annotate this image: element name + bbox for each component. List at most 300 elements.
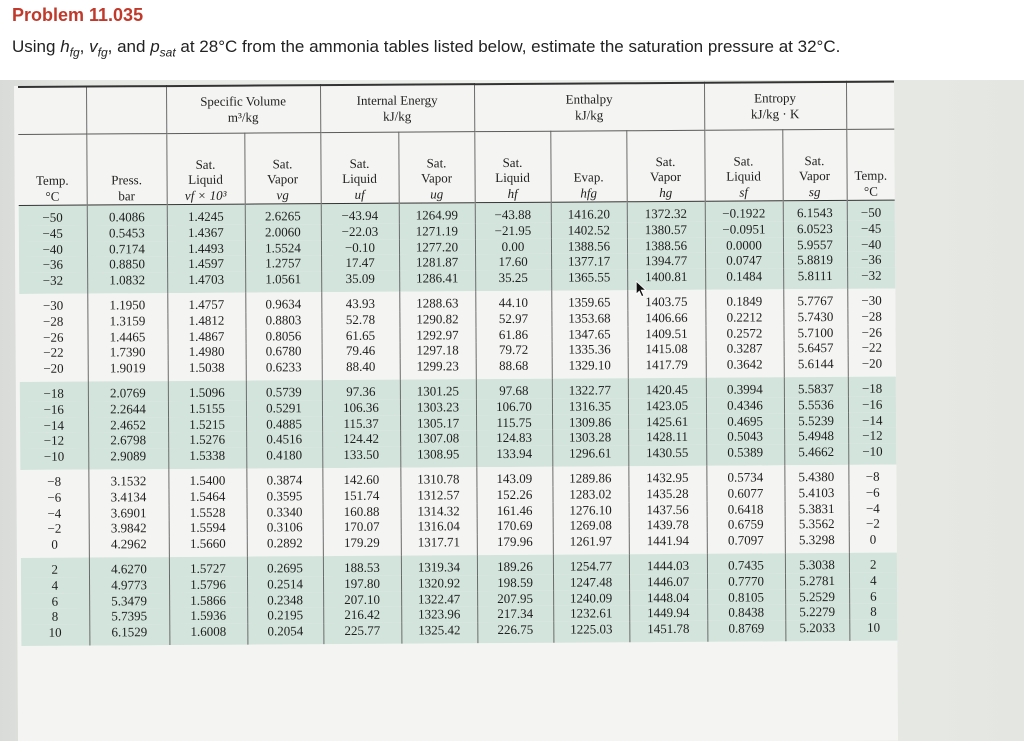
table-cell: 79.46 — [322, 343, 400, 359]
table-cell: 0.7770 — [707, 573, 785, 589]
table-cell: −18 — [848, 377, 896, 397]
table-cell: 0.2054 — [247, 623, 323, 644]
table-cell: 1323.96 — [401, 607, 477, 623]
table-cell: 1446.07 — [629, 574, 707, 590]
table-cell: 2.6265 — [245, 204, 321, 225]
table-cell: 189.26 — [477, 555, 553, 575]
table-cell: 1322.47 — [401, 591, 477, 607]
table-cell: 1299.23 — [400, 358, 476, 379]
table-cell: 4.2962 — [89, 536, 169, 557]
table-cell: 1.0561 — [245, 271, 321, 292]
table-cell: −30 — [19, 294, 87, 314]
table-cell: 1.5096 — [168, 381, 246, 401]
table-cell: 5.3038 — [785, 553, 849, 573]
table-cell: −28 — [19, 313, 87, 329]
table-cell: 3.9842 — [89, 520, 169, 536]
table-cell: 10 — [849, 620, 897, 641]
table-cell: 6.0523 — [783, 221, 847, 237]
column-header-row — [18, 129, 894, 205]
table-cell: 1448.04 — [629, 589, 707, 605]
table-cell: 0.2572 — [705, 325, 783, 341]
table-cell: −10 — [20, 449, 88, 470]
table-cell: 5.6457 — [784, 340, 848, 356]
table-cell: −26 — [19, 329, 87, 345]
table-cell: 207.95 — [477, 590, 553, 606]
table-cell: 1353.68 — [551, 310, 627, 326]
table-cell: 1.7390 — [88, 344, 168, 360]
table-cell: −22 — [20, 345, 88, 361]
table-cell: 1432.95 — [628, 466, 706, 486]
table-cell: 97.68 — [476, 379, 552, 399]
table-cell: 1261.97 — [553, 533, 629, 554]
table-cell: 1.5276 — [168, 432, 246, 448]
table-cell: 1.4245 — [167, 204, 245, 225]
table-cell: 1.4757 — [167, 293, 245, 313]
table-cell: 2.2644 — [88, 401, 168, 417]
table-cell: 1271.19 — [399, 223, 475, 239]
table-cell: 1320.92 — [401, 575, 477, 591]
table-cell: 1.4812 — [167, 312, 245, 328]
table-cell: 1312.57 — [400, 487, 476, 503]
table-cell: 1417.79 — [628, 357, 706, 378]
table-cell: 124.42 — [322, 431, 400, 447]
table-cell: 43.93 — [321, 292, 399, 312]
table-cell: 1308.95 — [400, 446, 476, 467]
problem-statement: Using $h_{fg}$, $v_{fg}$, and $p_{sat}$ at 28°C from the ammonia tables listed below, estimate the saturation pressure at 32°C. — [12, 37, 841, 60]
table-cell: 0.7097 — [707, 532, 785, 553]
table-cell: −16 — [848, 396, 896, 412]
table-cell: 1.5400 — [168, 469, 246, 489]
table-cell: 2.0769 — [88, 381, 168, 401]
table-cell: 1.5524 — [245, 240, 321, 256]
table-cell: 97.36 — [322, 380, 400, 400]
table-cell: 0.8850 — [87, 256, 167, 272]
table-cell: 5.2033 — [785, 620, 849, 641]
table-cell: 1437.56 — [629, 501, 707, 517]
table-cell: 1.5464 — [168, 488, 246, 504]
table-cell: −40 — [19, 241, 87, 257]
table-cell: 61.65 — [321, 327, 399, 343]
table-cell: 0.4695 — [706, 413, 784, 429]
table-cell: 5.3298 — [785, 532, 849, 553]
table-cell: 1.5866 — [169, 592, 247, 608]
table-cell: 1277.20 — [399, 239, 475, 255]
table-cell: 106.36 — [322, 399, 400, 415]
table-cell: −12 — [20, 433, 88, 449]
table-cell: −43.94 — [321, 203, 399, 224]
table-cell: 1449.94 — [629, 605, 707, 621]
table-cell: 1.5936 — [169, 608, 247, 624]
table-cell: 161.46 — [477, 502, 553, 518]
table-cell: 5.7767 — [783, 289, 847, 309]
table-cell: 0.8438 — [707, 605, 785, 621]
table-cell: 5.7395 — [89, 608, 169, 624]
table-cell: 1.4597 — [167, 256, 245, 272]
table-cell: 0.3106 — [247, 519, 323, 535]
table-cell: 1310.78 — [400, 467, 476, 487]
problem-header — [0, 0, 1024, 80]
table-cell: 1420.45 — [628, 378, 706, 398]
table-block — [19, 200, 896, 294]
table-cell: 1316.35 — [552, 398, 628, 414]
table-cell: 1.0832 — [87, 272, 167, 293]
table-cell: −12 — [848, 428, 896, 444]
table-cell: 1.5660 — [169, 536, 247, 557]
table-cell: 0.5734 — [706, 465, 784, 485]
table-cell: 133.50 — [322, 447, 400, 468]
col-hfg: Evap. hfg — [550, 131, 626, 202]
table-cell: 4.6270 — [89, 557, 169, 577]
table-cell: 1.5796 — [169, 576, 247, 592]
table-cell: 198.59 — [477, 574, 553, 590]
col-temp-right: Temp. °C — [846, 129, 894, 200]
table-cell: 188.53 — [323, 556, 401, 576]
table-cell: 0.6077 — [706, 485, 784, 501]
table-cell: 5.2781 — [785, 573, 849, 589]
table-cell: 1329.10 — [552, 357, 628, 378]
col-temp: Temp. °C — [35, 173, 69, 205]
table-cell: 1365.55 — [551, 269, 627, 290]
table-row — [21, 620, 897, 646]
table-cell: 6 — [849, 588, 897, 604]
table-cell: 0.4346 — [706, 397, 784, 413]
table-cell: −43.88 — [475, 202, 551, 223]
table-cell: 0.0000 — [705, 237, 783, 253]
table-cell: 5.9557 — [783, 237, 847, 253]
table-cell: 0.5291 — [246, 400, 322, 416]
table-cell: 1316.04 — [401, 519, 477, 535]
table-cell: 1297.18 — [400, 343, 476, 359]
table-cell: 1322.77 — [552, 378, 628, 398]
table-cell: 1415.08 — [628, 341, 706, 357]
table-cell: 0.8769 — [707, 620, 785, 641]
table-cell: 179.29 — [323, 535, 401, 556]
table-cell: −40 — [847, 236, 895, 252]
table-cell: 1289.86 — [552, 466, 628, 486]
table-cell: 1441.94 — [629, 533, 707, 554]
table-cell: 1232.61 — [553, 606, 629, 622]
table-block — [20, 377, 897, 470]
table-cell: 0.6418 — [707, 501, 785, 517]
table-cell: 0.6233 — [246, 359, 322, 380]
table-cell: 197.80 — [323, 575, 401, 591]
table-cell: 1416.20 — [551, 202, 627, 223]
table-cell: 6 — [21, 593, 89, 609]
table-cell: 1309.86 — [552, 414, 628, 430]
table-cell: 143.09 — [476, 467, 552, 487]
table-cell: −0.10 — [321, 239, 399, 255]
table-cell: 1402.52 — [551, 222, 627, 238]
table-cell: 0.9634 — [245, 292, 321, 312]
table-cell: 52.97 — [475, 311, 551, 327]
table-cell: 0.5739 — [246, 380, 322, 400]
table-cell: 1451.78 — [629, 621, 707, 642]
table-cell: 8 — [849, 604, 897, 620]
table-cell: 0.5043 — [706, 429, 784, 445]
table-cell: 1276.10 — [553, 502, 629, 518]
table-cell: 0.3287 — [706, 341, 784, 357]
table-cell: −8 — [848, 465, 896, 485]
table-cell: 5.7430 — [783, 309, 847, 325]
table-cell: 61.86 — [475, 326, 551, 342]
table-cell: 1380.57 — [627, 222, 705, 238]
table-cell: 2.6798 — [88, 432, 168, 448]
table-cell: 5.5239 — [784, 412, 848, 428]
col-vg: Sat. Vapor vg — [244, 133, 320, 204]
table-cell: 1335.36 — [552, 342, 628, 358]
table-photo — [0, 80, 1024, 741]
table-cell: 1292.97 — [399, 327, 475, 343]
table-cell: −20 — [20, 361, 88, 382]
table-cell: 1.4980 — [168, 344, 246, 360]
group-entropy: Entropy kJ/kg · K — [704, 82, 846, 130]
table-cell: 3.4134 — [88, 489, 168, 505]
table-cell: 35.25 — [475, 270, 551, 291]
table-cell: 1423.05 — [628, 398, 706, 414]
table-block — [21, 553, 898, 646]
table-cell: 1225.03 — [553, 621, 629, 642]
table-cell: 1430.55 — [628, 445, 706, 466]
table-cell: 2.9089 — [88, 448, 168, 469]
table-cell: 1283.02 — [552, 486, 628, 502]
statement-post: at 28°C from the ammonia tables listed below, estimate the saturation pressure at 32°C. — [175, 37, 841, 56]
table-cell: −32 — [847, 268, 895, 289]
table-cell: 1314.32 — [401, 503, 477, 519]
table-cell: −36 — [847, 252, 895, 268]
table-cell: 4 — [849, 572, 897, 588]
table-cell: 0.8105 — [707, 589, 785, 605]
table-cell: 52.78 — [321, 311, 399, 327]
table-cell: 5.3831 — [785, 500, 849, 516]
table-cell: 1.5155 — [168, 400, 246, 416]
table-cell: 0.6780 — [246, 344, 322, 360]
table-cell: 1325.42 — [401, 622, 477, 643]
table-cell: 0.6759 — [707, 517, 785, 533]
table-cell: 226.75 — [477, 622, 553, 643]
table-cell: 0.7435 — [707, 553, 785, 573]
table-cell: −30 — [847, 289, 895, 309]
table-cell: 0.2195 — [247, 607, 323, 623]
table-cell: 1347.65 — [551, 326, 627, 342]
table-cell: 1428.11 — [628, 429, 706, 445]
table-cell: 170.07 — [323, 519, 401, 535]
table-cell: −10 — [848, 444, 896, 465]
table-cell: 216.42 — [323, 607, 401, 623]
ammonia-saturation-table — [18, 81, 897, 646]
table-cell: 1240.09 — [553, 590, 629, 606]
table-cell: 179.96 — [477, 534, 553, 555]
group-specific-volume: Specific Volume m³/kg — [166, 85, 320, 133]
table-cell: −4 — [21, 505, 89, 521]
table-cell: 142.60 — [322, 468, 400, 488]
table-cell: 1301.25 — [400, 379, 476, 399]
table-cell: −32 — [19, 273, 87, 294]
table-cell: 5.8111 — [783, 268, 847, 289]
table-cell: 0.2892 — [247, 535, 323, 556]
col-press: Press. bar — [86, 134, 166, 205]
table-cell: 0.3642 — [706, 356, 784, 377]
table-cell: −16 — [20, 401, 88, 417]
table-cell: −0.0951 — [705, 221, 783, 237]
table-cell: 1372.32 — [627, 201, 705, 222]
table-cell: 1281.87 — [399, 255, 475, 271]
table-cell: 1444.03 — [629, 554, 707, 574]
table-cell: 1317.71 — [401, 534, 477, 555]
table-cell: 0.8056 — [245, 328, 321, 344]
table-cell: 1435.28 — [628, 486, 706, 502]
table-cell: 1.2757 — [245, 256, 321, 272]
table-cell: 0.1849 — [705, 289, 783, 309]
table-cell: 0.2695 — [247, 556, 323, 576]
table-cell: −22 — [848, 340, 896, 356]
table-cell: 5.7100 — [783, 324, 847, 340]
table-cell: −45 — [847, 220, 895, 236]
table-cell: 1254.77 — [553, 554, 629, 574]
table-cell: 0.5389 — [706, 444, 784, 465]
table-cell: 79.72 — [476, 342, 552, 358]
table-cell: −50 — [19, 205, 87, 226]
table-cell: 217.34 — [477, 606, 553, 622]
table-cell: 1.1950 — [87, 293, 167, 313]
table-cell: −26 — [847, 324, 895, 340]
table-cell: 0.8803 — [245, 312, 321, 328]
mouse-pointer-icon — [635, 280, 647, 298]
group-internal-energy: Internal Energy kJ/kg — [320, 84, 474, 132]
table-cell: 5.3479 — [89, 593, 169, 609]
col-sg: Sat. Vapor sg — [782, 129, 846, 200]
problem-title: Problem 11.035 — [12, 5, 144, 25]
table-cell: 5.6144 — [784, 356, 848, 377]
table-block — [19, 289, 896, 382]
table-cell: 2 — [849, 553, 897, 573]
table-cell: 1.5338 — [168, 448, 246, 469]
table-cell: 1307.08 — [400, 431, 476, 447]
table-cell: 0.4516 — [246, 431, 322, 447]
table-cell: −4 — [849, 500, 897, 516]
table-cell: 2.0060 — [245, 224, 321, 240]
table-cell: 106.70 — [476, 398, 552, 414]
table-cell: −6 — [20, 489, 88, 505]
table-cell: 10 — [21, 625, 89, 646]
table-cell: 17.60 — [475, 254, 551, 270]
table-cell: 4 — [21, 577, 89, 593]
table-cell: 0.3874 — [246, 468, 322, 488]
table-cell: 0 — [849, 532, 897, 553]
group-header-row — [18, 82, 894, 135]
table-cell: −2 — [849, 516, 897, 532]
table-cell: 1.4703 — [167, 272, 245, 293]
table-cell: 1.9019 — [88, 360, 168, 381]
table-cell: 0.2348 — [247, 592, 323, 608]
table-cell: 1.4867 — [167, 328, 245, 344]
table-cell: 1.4367 — [167, 224, 245, 240]
table-cell: −0.1922 — [705, 201, 783, 222]
table-cell: −22.03 — [321, 223, 399, 239]
col-sf: Sat. Liquid sf — [704, 130, 782, 201]
table-cell: 1394.77 — [627, 253, 705, 269]
group-enthalpy: Enthalpy kJ/kg — [474, 83, 704, 132]
table-cell: 1288.63 — [399, 291, 475, 311]
table-cell: −36 — [19, 257, 87, 273]
table-cell: 1303.28 — [552, 430, 628, 446]
table-cell: 0.3994 — [706, 377, 784, 397]
table-cell: 5.4662 — [784, 444, 848, 465]
table-cell: −14 — [20, 417, 88, 433]
table-cell: 0.00 — [475, 238, 551, 254]
table-cell: −20 — [848, 356, 896, 377]
table-cell: 1.5528 — [169, 504, 247, 520]
hfg-symbol: $h_{fg}$ — [60, 37, 80, 60]
table-cell: −14 — [848, 412, 896, 428]
table-cell: 0.2212 — [705, 309, 783, 325]
table-cell: 8 — [21, 609, 89, 625]
table-cell: 1.5727 — [169, 557, 247, 577]
table-cell: 88.40 — [322, 359, 400, 380]
table-cell: 0.2514 — [247, 576, 323, 592]
table-cell: 115.75 — [476, 414, 552, 430]
table-cell: 1400.81 — [627, 269, 705, 290]
table-cell: 0.1484 — [705, 268, 783, 289]
table-cell: 115.37 — [322, 415, 400, 431]
table-cell: 1.5215 — [168, 416, 246, 432]
table-cell: −50 — [847, 200, 895, 221]
ammonia-table-sheet — [14, 81, 898, 741]
table-cell: −6 — [848, 484, 896, 500]
vfg-symbol: $v_{fg}$ — [89, 37, 108, 60]
table-cell: 3.6901 — [89, 505, 169, 521]
table-cell: −18 — [20, 382, 88, 402]
table-cell: 0.7174 — [87, 241, 167, 257]
table-cell: 5.5536 — [784, 397, 848, 413]
table-cell: 1247.48 — [553, 574, 629, 590]
table-cell: 17.47 — [321, 255, 399, 271]
table-cell: 1425.61 — [628, 413, 706, 429]
table-cell: 1388.56 — [551, 238, 627, 254]
table-cell: 1.5038 — [168, 360, 246, 381]
table-cell: 88.68 — [476, 358, 552, 379]
table-cell: −45 — [19, 225, 87, 241]
table-cell: −2 — [21, 521, 89, 537]
table-cell: 5.2529 — [785, 588, 849, 604]
table-cell: 1296.61 — [552, 445, 628, 466]
col-hg: Sat. Vapor hg — [626, 130, 704, 201]
table-cell: 44.10 — [475, 291, 551, 311]
col-ug: Sat. Vapor ug — [398, 132, 474, 203]
col-uf: Sat. Liquid uf — [320, 132, 398, 203]
statement-pre: Using — [12, 37, 61, 56]
table-cell: 1303.23 — [400, 399, 476, 415]
table-cell: 160.88 — [323, 503, 401, 519]
table-cell: 0.4885 — [246, 416, 322, 432]
table-cell: 0 — [21, 537, 89, 558]
table-cell: 2 — [21, 557, 89, 577]
table-cell: 5.4380 — [784, 465, 848, 485]
table-cell: 2.4652 — [88, 417, 168, 433]
table-cell: −28 — [847, 308, 895, 324]
table-cell: 1403.75 — [627, 290, 705, 310]
table-cell: 1409.51 — [627, 325, 705, 341]
table-cell: 0.3595 — [246, 488, 322, 504]
table-cell: 1264.99 — [399, 203, 475, 224]
table-cell: 6.1543 — [783, 200, 847, 221]
table-cell: 0.4180 — [246, 447, 322, 468]
col-hf: Sat. Liquid hf — [474, 131, 550, 202]
table-cell: 1286.41 — [399, 270, 475, 291]
table-cell: 1.4493 — [167, 240, 245, 256]
table-cell: 6.1529 — [89, 624, 169, 645]
table-cell: 5.3562 — [785, 516, 849, 532]
table-cell: 4.9773 — [89, 577, 169, 593]
